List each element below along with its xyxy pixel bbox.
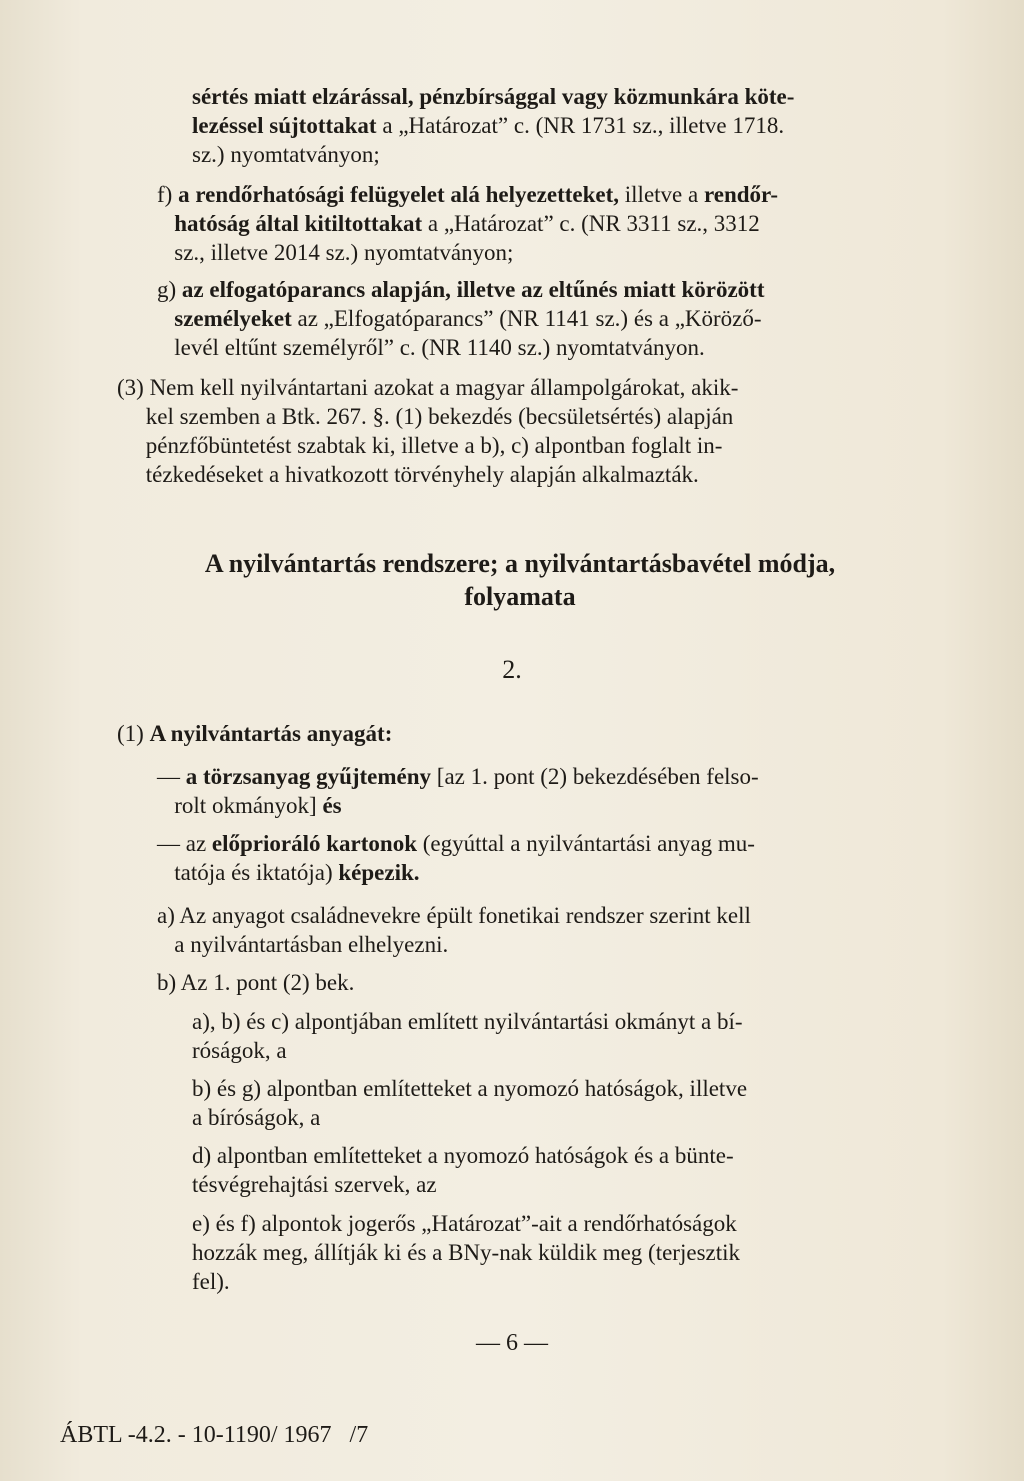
- bold-text: képezik.: [338, 860, 420, 885]
- dash-item-eloprioralo: [157, 829, 755, 887]
- text-line: [157, 180, 778, 209]
- text-line: [157, 333, 764, 362]
- archive-reference: ÁBTL -4.2. - 10-1190/ 1967 /7: [60, 1422, 369, 1448]
- text-line: [192, 1238, 740, 1267]
- sub-item-b-1: [192, 1007, 743, 1065]
- text-line: [192, 1267, 740, 1296]
- text: a „Határozat” c. (NR 1731 sz., illetve 1718.: [376, 113, 785, 138]
- text-line: [157, 930, 751, 959]
- text: a bíróságok, a: [192, 1105, 321, 1130]
- sub-item-b: [157, 968, 354, 997]
- text: sz., illetve 2014 sz.) nyomtatványon;: [157, 240, 514, 265]
- text: a nyilvántartásban elhelyezni.: [157, 932, 449, 957]
- text: e) és f) alpontok jogerős „Határozat”-ait a rendőrhatóságok: [192, 1211, 737, 1236]
- sub-item-a: [157, 901, 751, 959]
- text: sz.) nyomtatványon;: [192, 142, 380, 167]
- text: (1): [117, 721, 150, 746]
- text-line: [192, 140, 794, 169]
- text-line: [192, 1141, 734, 1170]
- text: b) és g) alpontban említetteket a nyomozó hatóságok, illetve: [192, 1076, 748, 1101]
- text-line: [117, 460, 738, 489]
- text-line: [117, 373, 738, 402]
- text-line: [192, 1036, 743, 1065]
- bold-text: lezéssel sújtottakat: [192, 113, 377, 138]
- text-line: [192, 82, 794, 111]
- text: d) alpontban említetteket a nyomozó hatóságok és a bünte-: [192, 1143, 734, 1168]
- text-line: [192, 1170, 734, 1199]
- sub-item-b-4: [192, 1209, 740, 1296]
- bold-text: rendőr-: [703, 182, 779, 207]
- text: az „Elfogatóparancs” (NR 1141 sz.) és a „Köröző-: [291, 306, 762, 331]
- paragraph-e-continuation: [192, 82, 794, 169]
- sub-item-b-2: [192, 1074, 747, 1132]
- bold-text: az elfogatóparancs alapján, illetve az eltűnés miatt körözött: [181, 277, 765, 302]
- dash-item-torzsanyag: [157, 762, 759, 820]
- bold-text: A nyilvántartás anyagát:: [149, 721, 393, 746]
- text-line: [157, 968, 354, 997]
- text-line: [192, 1007, 743, 1036]
- text: róságok, a: [192, 1038, 287, 1063]
- bold-text: hatóság által kitiltottakat: [174, 211, 423, 236]
- paragraph-f: [157, 180, 778, 267]
- text-line: [157, 791, 759, 820]
- bold-text: személyeket: [174, 306, 292, 331]
- text-line: [117, 402, 738, 431]
- text-line: [117, 719, 392, 748]
- text: hozzák meg, állítják ki és a BNy-nak küldik meg (terjesztik: [192, 1240, 741, 1265]
- text: (3) Nem kell nyilvántartani azokat a magyar állampolgárokat, akik-: [117, 375, 739, 400]
- text: kel szemben a Btk. 267. §. (1) bekezdés (becsületsértés) alapján: [117, 404, 734, 429]
- text-line: [192, 111, 794, 140]
- text-line: [157, 238, 778, 267]
- text: pénzfőbüntetést szabtak ki, illetve a b), c) alpontban foglalt in-: [117, 433, 723, 458]
- text: [az 1. pont (2) bekezdésében felso-: [431, 764, 759, 789]
- text: —: [157, 764, 186, 789]
- text-line: [157, 762, 759, 791]
- bold-text: sértés miatt elzárással, pénzbírsággal vagy közmunkára köte-: [192, 84, 795, 109]
- text-line: [192, 1103, 747, 1132]
- paragraph-3: [117, 373, 738, 489]
- text: b) Az 1. pont (2) bek.: [157, 970, 355, 995]
- text-line: [157, 858, 755, 887]
- text: fel).: [192, 1269, 230, 1294]
- sub-item-b-3: [192, 1141, 734, 1199]
- section-heading-line2: folyamata: [464, 582, 576, 611]
- text: tatója és iktatója): [157, 860, 339, 885]
- text: tézkedéseket a hivatkozott törvényhely alapján alkalmazták.: [117, 462, 699, 487]
- page-number: — 6 —: [476, 1330, 548, 1356]
- text-line: [157, 829, 755, 858]
- text-line: [157, 275, 764, 304]
- text: levél eltűnt személyről” c. (NR 1140 sz.) nyomtatványon.: [157, 335, 705, 360]
- bold-text: előprioráló kartonok: [211, 831, 418, 856]
- text: [157, 211, 174, 236]
- text: tésvégrehajtási szervek, az: [192, 1172, 437, 1197]
- text: illetve a: [619, 182, 704, 207]
- text: [157, 306, 174, 331]
- text-line: [117, 431, 738, 460]
- text-line: [157, 901, 751, 930]
- section-number: 2.: [502, 655, 522, 684]
- section-heading-line1: A nyilvántartás rendszere; a nyilvántartásbavétel módja,: [204, 549, 836, 578]
- text-line: [157, 304, 764, 333]
- text-line: [157, 209, 778, 238]
- text-line: [192, 1074, 747, 1103]
- bold-text: a törzsanyag gyűjtemény: [185, 764, 432, 789]
- text: f): [157, 182, 179, 207]
- text: g): [157, 277, 182, 302]
- text: — az: [157, 831, 212, 856]
- paragraph-g: [157, 275, 764, 362]
- bold-text: a rendőrhatósági felügyelet alá helyezetteket,: [178, 182, 620, 207]
- text: a), b) és c) alpontjában említett nyilvántartási okmányt a bí-: [192, 1009, 743, 1034]
- paragraph-1: [117, 719, 392, 748]
- bold-text: és: [322, 793, 342, 818]
- text: a „Határozat” c. (NR 3311 sz., 3312: [422, 211, 760, 236]
- text: a) Az anyagot családnevekre épült fonetikai rendszer szerint kell: [157, 903, 751, 928]
- text: (egyúttal a nyilvántartási anyag mu-: [417, 831, 755, 856]
- text-line: [192, 1209, 740, 1238]
- text: rolt okmányok]: [157, 793, 323, 818]
